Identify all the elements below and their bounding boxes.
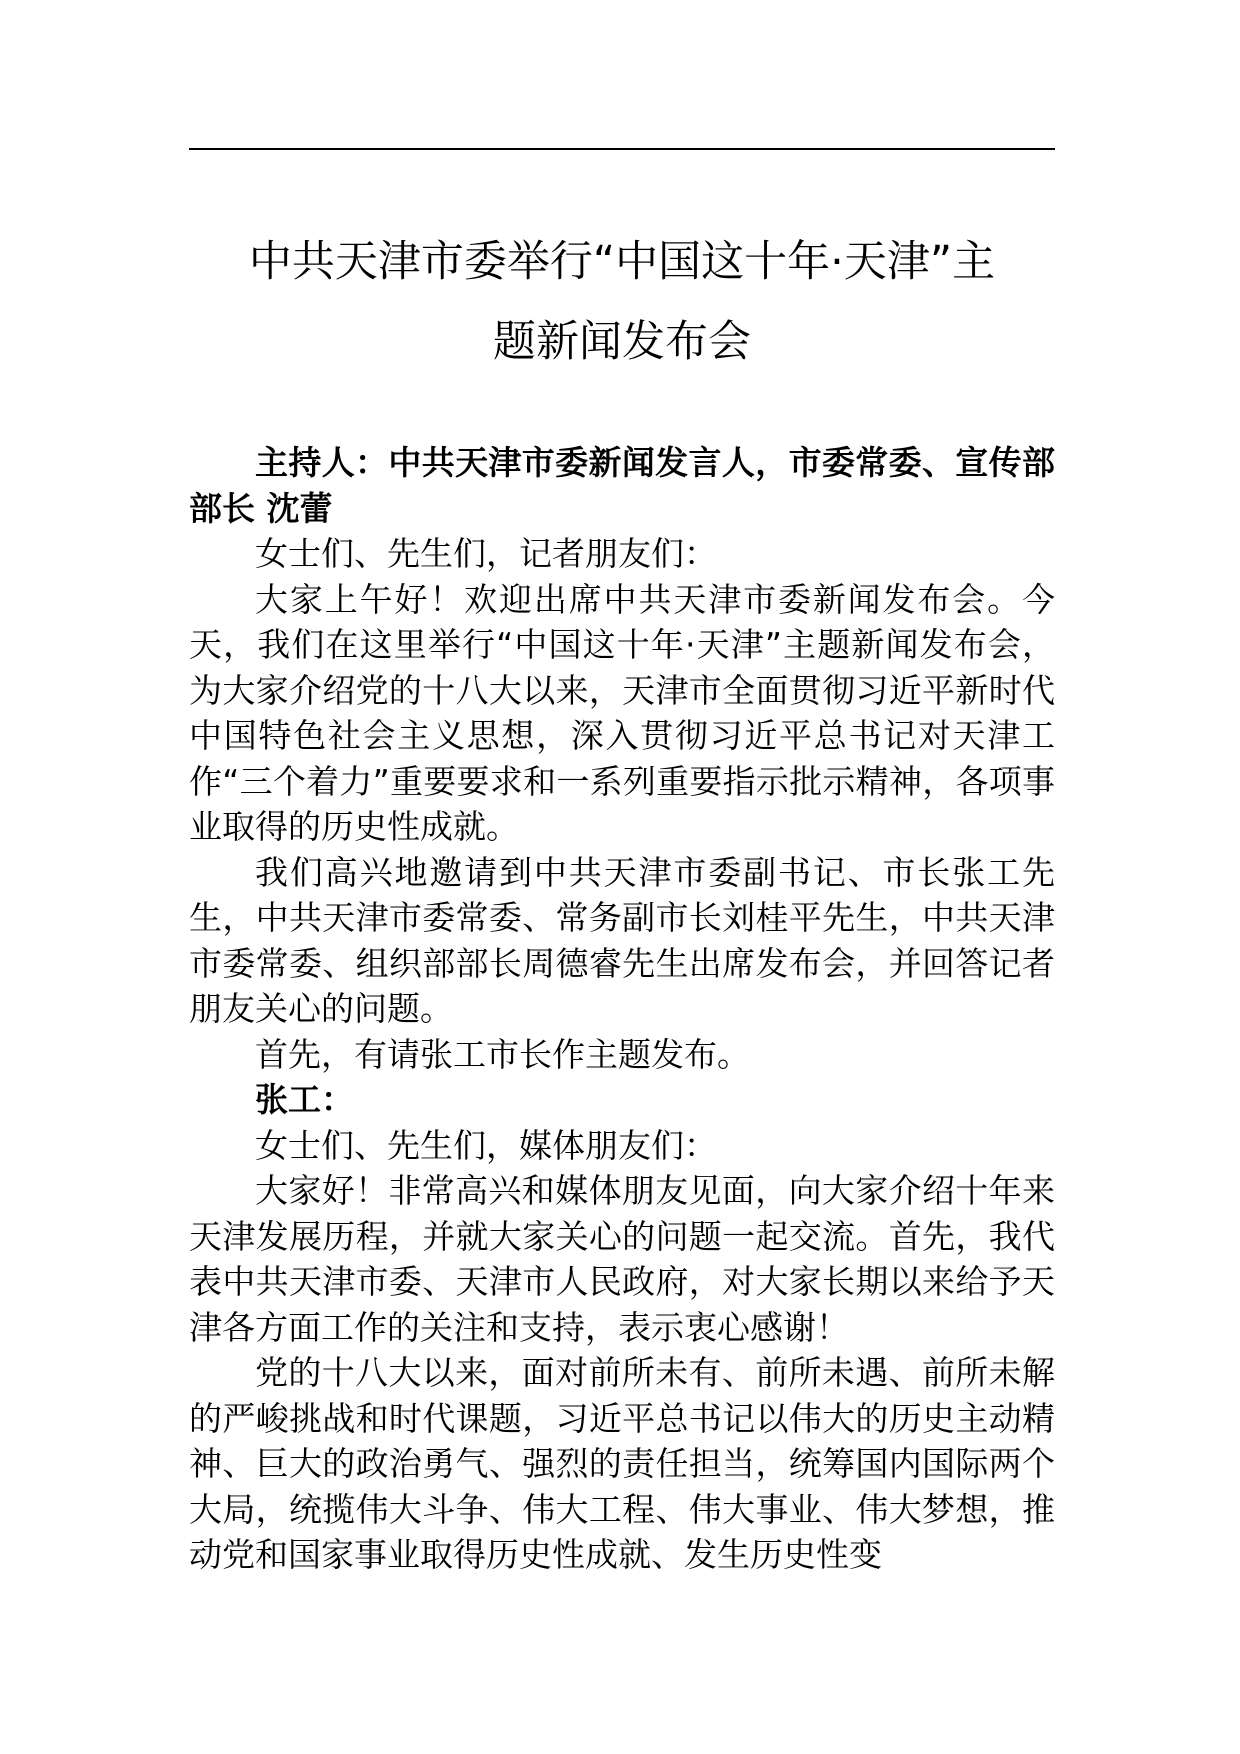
- paragraph: 首先，有请张工市长作主题发布。: [255, 1034, 750, 1074]
- speaker-host: 主持人：中共天津市委新闻发言人，市委常委、宣传部部长 沈蕾: [189, 443, 1055, 528]
- speaker-zhang-gong: 张工：: [255, 1080, 354, 1119]
- paragraph: 女士们、先生们，记者朋友们：: [255, 534, 717, 573]
- document-title: [189, 222, 1055, 382]
- paragraph: 党的十八大以来，面对前所未有、前所未遇、前所未解的严峻挑战和时代课题，习近平总书记以伟大的历史主动精神、巨大的政治勇气、强烈的责任担当，统筹国内国际两个大局，统揽伟大斗争、伟大工程、伟大事业、伟大梦想，推动党和国家事业取得历史性成就、发生历史性变: [189, 1353, 1055, 1574]
- paragraph: 女士们、先生们，媒体朋友们：: [255, 1125, 717, 1165]
- document-body: [189, 440, 1055, 1578]
- paragraph: 大家上午好！欢迎出席中共天津市委新闻发布会。今天，我们在这里举行“中国这十年·天津”主题新闻发布会，为大家介绍党的十八大以来，天津市全面贯彻习近平新时代中国特色社会主义思想，深入贯彻习近平总书记对天津工作“三个着力”重要要求和一系列重要指示批示精神，各项事业取得的历史性成就。: [189, 579, 1055, 846]
- title-line-1: 中共天津市委举行“中国这十年·天津”主: [248, 237, 996, 287]
- paragraph: 大家好！非常高兴和媒体朋友见面，向大家介绍十年来天津发展历程，并就大家关心的问题一起交流。首先，我代表中共天津市委、天津市人民政府，对大家长期以来给予天津各方面工作的关注和支持，表示衷心感谢！: [189, 1171, 1055, 1347]
- header-rule: [189, 148, 1055, 150]
- title-line-2: 题新闻发布会: [493, 317, 751, 367]
- paragraph: 我们高兴地邀请到中共天津市委副书记、市长张工先生，中共天津市委常委、常务副市长刘桂平先生，中共天津市委常委、组织部部长周德睿先生出席发布会，并回答记者朋友关心的问题。: [189, 852, 1055, 1028]
